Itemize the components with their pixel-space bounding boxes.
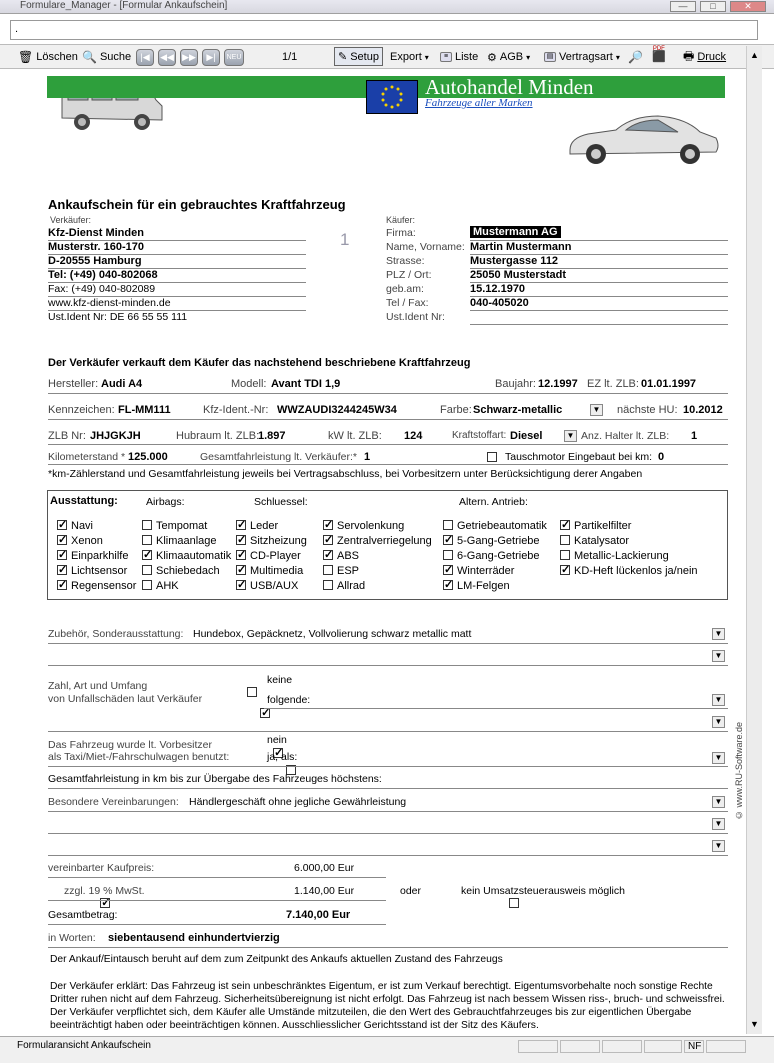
buyer-label: Käufer: [386,215,416,225]
first-record-icon[interactable]: |◀ [136,49,154,66]
buyer-firma-input[interactable]: Mustermann AG [470,226,561,238]
total-km-label: Gesamtfahrleistung lt. Verkäufer:* [200,451,357,463]
agb-label: AGB [499,51,524,63]
color-select[interactable]: Schwarz-metallic [473,404,563,416]
kw-input[interactable]: 124 [404,430,423,442]
printer-icon: 🖶 [683,48,695,63]
equipment-checkbox[interactable] [236,535,246,545]
list-label: Liste [455,51,479,63]
damage-2-dropdown-icon[interactable]: ▼ [712,716,725,728]
taxi-dropdown-icon[interactable]: ▼ [712,752,725,764]
ez-label: EZ lt. ZLB: [587,378,639,390]
equipment-option[interactable] [443,565,514,577]
taxi-yes-label: ja, als: [267,751,298,763]
alt-drive-header: Altern. Antrieb: [459,496,528,508]
address-input[interactable]: . [10,20,758,40]
company-name: Autohandel Minden [425,75,594,99]
form-heading: Ankaufschein für ein gebrauchtes Kraftfahrzeug [48,197,346,212]
engine-swap-label: Tauschmotor Eingebaut bei km: [505,451,653,463]
equipment-option[interactable] [142,520,207,532]
buyer-name-label: Name, Vorname: [386,241,465,253]
words-label: in Worten: [48,932,96,944]
equipment-option[interactable] [560,535,629,547]
vertical-scrollbar[interactable] [746,46,762,1034]
window-title: Formulare_Manager - [Formular Ankaufschein] [20,0,228,11]
condition-text: Der Ankauf/Eintausch beruht auf dem zum Zeitpunkt des Ankaufs aktuellen Zustand des Fahrzeugs [50,954,503,965]
model-label: Modell: [231,378,267,390]
seller-city[interactable]: D-20555 Hamburg [48,255,142,267]
equipment-checkbox[interactable] [323,550,333,560]
equipment-checkbox[interactable] [443,550,453,560]
airbags-header: Airbags: [146,496,185,508]
equipment-label: Partikelfilter [574,520,632,532]
equipment-checkbox[interactable] [323,535,333,545]
vin-label: Kfz-Ident.-Nr: [203,404,269,416]
accessories-dropdown-icon[interactable]: ▼ [712,628,725,640]
status-cell-2 [560,1040,600,1053]
equipment-label: 5-Gang-Getriebe [457,535,540,547]
status-bar [0,1036,774,1063]
setup-button[interactable] [334,47,383,66]
equipment-option[interactable] [323,535,432,547]
buyer-tel-input[interactable]: 040-405020 [470,297,529,309]
damage-follow-label: folgende: [267,694,311,706]
dropdown-arrow-icon: ▾ [615,52,620,62]
export-menu[interactable] [390,48,429,66]
equipment-label: AHK [156,580,179,592]
equipment-label: Navi [71,520,94,532]
year-label: Baujahr: [495,378,536,390]
total-label: Gesamtbetrag: [48,909,118,921]
equipment-option[interactable] [236,535,307,547]
equipment-option[interactable] [443,580,510,592]
dropdown-arrow-icon: ▾ [526,52,531,62]
color-label: Farbe: [440,404,472,416]
color-dropdown-icon[interactable]: ▼ [590,404,603,416]
company-slogan: Fahrzeuge aller Marken [425,97,533,109]
contract-type-label: Vertragsart [559,51,613,63]
damage-label-1: Zahl, Art und Umfang [48,680,148,692]
km-input[interactable]: 125.000 [128,451,168,463]
equipment-checkbox[interactable] [443,535,453,545]
equipment-option[interactable] [236,565,303,577]
damage-none-label: keine [267,674,293,686]
maker-label: Hersteller: [48,378,99,390]
equipment-checkbox[interactable] [57,580,67,590]
equipment-label: Katalysator [574,535,630,547]
equipment-checkbox[interactable] [560,535,570,545]
taxi-label-2: als Taxi/Miet-/Fahrschulwagen benutzt: [48,751,230,763]
no-vat-checkbox[interactable] [509,898,519,908]
equipment-option[interactable] [323,565,359,577]
contract-type-menu[interactable] [544,48,620,66]
preview-button[interactable] [628,48,643,66]
vin-input[interactable]: WWZAUDI3244245W34 [277,404,397,416]
hu-label: nächste HU: [617,404,678,416]
equipment-label: ESP [337,565,360,577]
search-label: Suche [99,51,132,63]
or-label: oder [400,885,422,897]
damage-label-2: von Unfallschäden laut Verkäufer [48,693,203,705]
equipment-checkbox[interactable] [560,550,570,560]
special-dropdown-icon[interactable]: ▼ [712,796,725,808]
equipment-checkbox[interactable] [323,565,333,575]
buyer-vat-label: Ust.Ident Nr: [386,311,445,323]
equipment-checkbox[interactable] [57,520,67,530]
equipment-option[interactable] [323,580,365,592]
accessories-label: Zubehör, Sonderausstattung: [48,628,184,640]
taxi-label-1: Das Fahrzeug wurde lt. Vorbesitzer [48,739,212,751]
price-input[interactable]: 6.000,00 Eur [294,862,355,874]
equipment-label: CD-Player [250,550,301,562]
delete-button[interactable] [18,48,78,66]
setup-icon: ✎ [338,51,348,63]
equipment-label: Leder [250,520,279,532]
form-number: 1 [340,230,350,249]
equipment-option[interactable] [142,535,217,547]
special-2-dropdown-icon[interactable]: ▼ [712,818,725,830]
window-titlebar [0,0,774,14]
engine-swap-input[interactable]: 0 [658,451,665,463]
page-indicator: 1/1 [282,51,298,63]
hu-input[interactable]: 10.2012 [683,404,723,416]
pdf-icon: ⬛ [652,51,666,63]
pdf-button[interactable] [652,46,666,64]
pdf-label: PDF [652,46,665,52]
equipment-option[interactable] [142,580,179,592]
agb-icon: ⚙ [487,51,497,64]
vat-amount[interactable]: 1.140,00 Eur [294,885,355,897]
equipment-option[interactable] [443,550,540,562]
damage-dropdown-icon[interactable]: ▼ [712,694,725,706]
special-3-dropdown-icon[interactable]: ▼ [712,840,725,852]
equipment-label: Servolenkung [337,520,405,532]
equipment-checkbox[interactable] [142,535,152,545]
equipment-label: ABS [337,550,360,562]
copyright-text: © www.RU-Software.de [734,721,744,820]
equipment-option[interactable] [560,565,698,577]
status-cell-3 [602,1040,642,1053]
minimize-button[interactable]: — [670,1,696,12]
equipment-checkbox[interactable] [142,550,152,560]
kw-label: kW lt. ZLB: [328,430,382,442]
equipment-label: Lichtsensor [71,565,128,577]
equipment-checkbox[interactable] [142,580,152,590]
equipment-option[interactable] [57,580,136,592]
contract-icon: ▤ [544,52,556,62]
maker-input[interactable]: Audi A4 [101,378,143,390]
buyer-street-input[interactable]: Mustergasse 112 [470,255,559,267]
total-amount[interactable]: 7.140,00 Eur [286,909,351,921]
buyer-name-input[interactable]: Martin Mustermann [470,241,572,253]
fuel-label: Kraftstoffart: [452,430,507,441]
previous-record-icon[interactable]: ◀◀ [158,49,176,66]
print-button[interactable] [683,48,726,66]
equipment-option[interactable] [323,520,404,532]
damage-none-checkbox[interactable] [247,687,257,697]
equipment-checkbox[interactable] [560,565,570,575]
seller-label: Verkäufer: [50,215,92,225]
equipment-checkbox[interactable] [236,520,246,530]
address-bar [0,15,774,45]
agb-menu[interactable] [487,48,530,66]
buyer-tel-label: Tel / Fax: [386,297,429,309]
equipment-checkbox[interactable] [236,550,246,560]
search-icon: 🔍 [82,50,97,64]
seller-name[interactable]: Kfz-Dienst Minden [48,227,144,239]
fuel-select[interactable]: Diesel [510,430,543,442]
special-terms-input[interactable]: Händlergeschäft ohne jegliche Gewährleistung [189,796,407,808]
equipment-label: Allrad [337,580,366,592]
vat-label: zzgl. 19 % MwSt. [64,885,145,897]
buyer-street-label: Strasse: [386,255,425,267]
equipment-label: Regensensor [71,580,137,592]
equipment-option[interactable] [236,550,301,562]
buyer-firma-label: Firma: [386,227,416,239]
year-input[interactable]: 12.1997 [538,378,578,390]
equipment-checkbox[interactable] [236,580,246,590]
equipment-label: Winterräder [457,565,515,577]
damage-follow-checkbox[interactable] [260,708,270,718]
seller-fax[interactable]: Fax: (+49) 040-802089 [48,283,156,295]
status-text: Formularansicht Ankaufschein [17,1040,151,1051]
buyer-city-label: PLZ / Ort: [386,269,432,281]
max-mileage-label: Gesamtfahrleistung in km bis zur Übergabe des Fahrzeuges höchstens: [48,773,382,785]
list-icon: ≡ [440,52,452,62]
zlb-label: ZLB Nr: [48,430,86,442]
equipment-option[interactable] [236,520,278,532]
plate-input[interactable]: FL-MM111 [118,404,171,416]
equipment-option[interactable] [236,580,298,592]
delete-icon: 🗑 [18,50,34,64]
equipment-label: KD-Heft lückenlos ja/nein [574,565,698,577]
equipment-checkbox[interactable] [57,565,67,575]
engine-swap-checkbox[interactable] [487,452,497,462]
list-button[interactable] [440,48,478,66]
setup-label: Setup [350,50,379,63]
seller-street[interactable]: Musterstr. 160-170 [48,241,144,253]
equipment-label: Tempomat [156,520,208,532]
equipment-option[interactable] [57,520,93,532]
status-cell-1 [518,1040,558,1053]
equipment-checkbox[interactable] [443,580,453,590]
owners-input[interactable]: 1 [691,430,698,442]
status-cell-5 [706,1040,746,1053]
equipment-option[interactable] [57,535,103,547]
equipment-option[interactable] [142,550,231,562]
next-record-icon[interactable]: ▶▶ [180,49,198,66]
equipment-label: Xenon [71,535,103,547]
close-button[interactable]: ✕ [730,1,766,12]
equipment-checkbox[interactable] [57,535,67,545]
ccm-input[interactable]: 1.897 [258,430,286,442]
new-record-icon[interactable]: NEU [224,49,244,66]
accessories-input[interactable]: Hundebox, Gepäcknetz, Vollvolierung schwarz metallic matt [193,628,472,640]
equipment-label: Klimaautomatik [156,550,232,562]
equipment-checkbox[interactable] [323,520,333,530]
toolbar [0,45,774,69]
print-label: Druck [697,51,727,63]
equipment-checkbox[interactable] [443,520,453,530]
equipment-option[interactable] [443,535,540,547]
status-cell-4 [644,1040,682,1053]
equipment-checkbox[interactable] [57,550,67,560]
taxi-no-label: nein [267,734,287,746]
eu-flag-icon [366,80,418,114]
seller-web[interactable]: www.kfz-dienst-minden.de [48,297,171,309]
no-vat-label: kein Umsatzsteuerausweis möglich [461,885,625,897]
equipment-label: Klimaanlage [156,535,217,547]
plate-label: Kennzeichen: [48,404,115,416]
equipment-checkbox[interactable] [236,565,246,575]
vehicle-intro: Der Verkäufer verkauft dem Käufer das nachstehend beschriebene Kraftfahrzeug [48,357,471,369]
words-input[interactable]: siebentausend einhundertvierzig [108,932,280,944]
search-button[interactable] [82,48,131,66]
seller-tel[interactable]: Tel: (+49) 040-802068 [48,269,158,281]
price-label: vereinbarter Kaufpreis: [48,862,155,874]
equipment-label: 6-Gang-Getriebe [457,550,540,562]
model-input[interactable]: Avant TDI 1,9 [271,378,341,390]
special-terms-label: Besondere Vereinbarungen: [48,796,179,808]
equipment-checkbox[interactable] [142,520,152,530]
equipment-label: Zentralverriegelung [337,535,432,547]
equipment-checkbox[interactable] [443,565,453,575]
dropdown-arrow-icon: ▾ [424,52,429,62]
status-nf: NF [684,1040,704,1053]
delete-label: Löschen [36,51,78,63]
equipment-checkbox[interactable] [560,520,570,530]
accessories-2-dropdown-icon[interactable]: ▼ [712,650,725,662]
equipment-checkbox[interactable] [323,580,333,590]
fuel-dropdown-icon[interactable]: ▼ [564,430,577,442]
buyer-dob-input[interactable]: 15.12.1970 [470,283,526,295]
export-label: Export [390,51,422,63]
record-navigator [136,48,244,66]
last-record-icon[interactable]: ▶| [202,49,220,66]
equipment-label: Metallic-Lackierung [574,550,669,562]
total-km-input[interactable]: 1 [364,451,371,463]
owners-label: Anz. Halter lt. ZLB: [581,430,670,442]
seller-vat[interactable]: Ust.Ident Nr: DE 66 55 55 111 [48,311,188,323]
equipment-option[interactable] [323,550,359,562]
equipment-label: LM-Felgen [457,580,510,592]
equipment-option[interactable] [560,520,631,532]
equipment-checkbox[interactable] [142,565,152,575]
km-label: Kilometerstand * [48,451,126,463]
equipment-title: Ausstattung: [50,495,118,507]
equipment-option[interactable] [560,550,669,562]
equipment-option[interactable] [142,565,220,577]
km-footnote: *km-Zählerstand und Gesamtfahrleistung jeweils bei Vertragsabschluss, bei Vorbesitzern unter Berücksichtigung derer Angaben [48,468,643,480]
car-image [566,108,722,168]
scroll-down-icon[interactable]: ▼ [750,1019,759,1029]
ez-input[interactable]: 01.01.1997 [641,378,697,390]
print-preview-icon: 🔎 [628,50,643,64]
equipment-label: Schiebedach [156,565,220,577]
equipment-label: Multimedia [250,565,304,577]
equipment-option[interactable] [57,550,128,562]
buyer-city-input[interactable]: 25050 Musterstadt [470,269,566,281]
keys-header: Schluessel: [254,496,308,508]
equipment-label: Einparkhilfe [71,550,129,562]
equipment-option[interactable] [443,520,547,532]
buyer-dob-label: geb.am: [386,283,424,295]
equipment-option[interactable] [57,565,127,577]
seller-declaration-text: Der Verkäufer erklärt: Das Fahrzeug ist sein unbeschränktes Eigentum, er ist zum Verkauf berechtigt. Eigentumsvorbehalte noch sonstige Rechte Dritter ruhen nicht auf dem Fahrzeug. Sicherheitsübereignung ist nicht erfolgt. Das Fahrzeug ist nach bessem Wissen riss-, bruch- und schweissfrei. Der Verkäufer verpflichtet sich, dem Käufer alle Umstände mitzuteilen, die den Wert des Gebrauchtfahrzeuges bis zur eigentlichen Übergabe beeinträchtigt haben oder beeinträchtigen können. Ausschliesslicher Gerichtsstand ist der Sitz des Käufers. [50,981,725,1031]
scroll-up-icon[interactable]: ▲ [750,50,759,60]
maximize-button[interactable]: □ [700,1,726,12]
equipment-label: USB/AUX [250,580,299,592]
ccm-label: Hubraum lt. ZLB: [176,430,260,442]
equipment-label: Getriebeautomatik [457,520,547,532]
zlb-input[interactable]: JHJGKJH [90,430,141,442]
equipment-label: Sitzheizung [250,535,307,547]
